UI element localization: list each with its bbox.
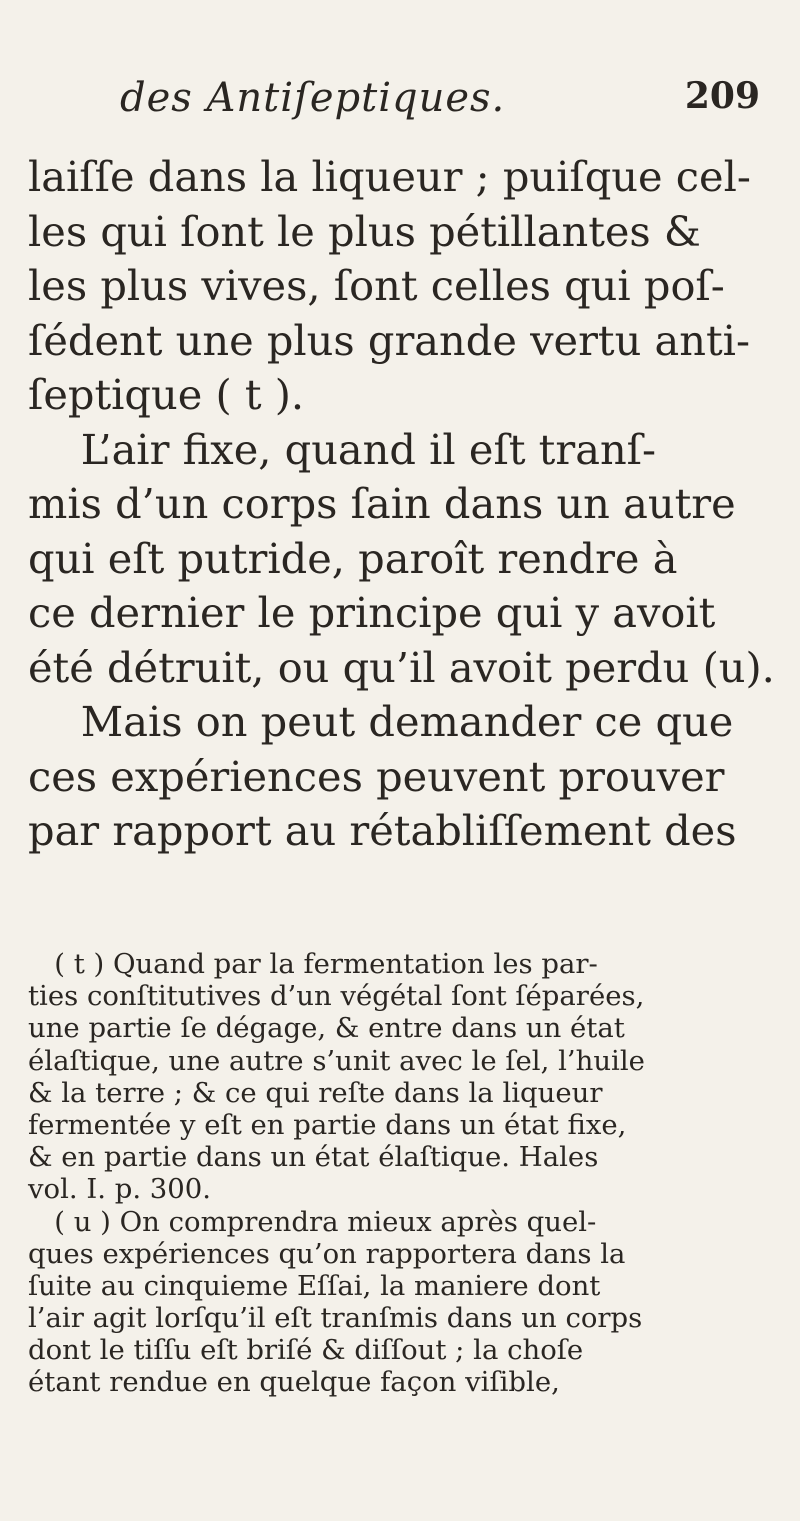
footnote-line: fermentée y eſt en partie dans un état fixe, bbox=[28, 1108, 627, 1141]
page-header bbox=[120, 75, 760, 135]
page-number: 209 bbox=[684, 75, 760, 117]
footnote-line: ties conſtitutives d’un végétal ſont ſéparées, bbox=[28, 980, 645, 1013]
footnote-line: ques expériences qu’on rapportera dans la bbox=[28, 1237, 626, 1270]
text-line: L’air fixe, quand il eſt tranſ- bbox=[28, 424, 657, 474]
text-line: les plus vives, ſont celles qui poſ- bbox=[28, 261, 725, 310]
text-line: ſédent une plus grande vertu anti- bbox=[28, 315, 750, 365]
text-line: ſeptique ( t ). bbox=[28, 370, 305, 419]
text-line: été détruit, ou qu’il avoit perdu (u). bbox=[28, 642, 775, 692]
text-line: les qui ſont le plus pétillantes & bbox=[28, 206, 701, 256]
text-line: ces expériences peuvent prouver bbox=[28, 751, 725, 801]
footnote-line: & la terre ; & ce qui reſte dans la liqueur bbox=[28, 1076, 603, 1109]
running-title: des Antiſeptiques. bbox=[120, 75, 506, 121]
footnote-line: & en partie dans un état élaſtique. Hales bbox=[28, 1141, 599, 1174]
footnote-line: ( u ) On comprendra mieux après quel- bbox=[28, 1205, 597, 1238]
footnote-line: élaſtique, une autre s’unit avec le ſel, l’huile bbox=[28, 1044, 645, 1077]
footnote-line: une partie ſe dégage, & entre dans un état bbox=[28, 1012, 625, 1045]
main-text bbox=[28, 150, 788, 859]
footnote-line: vol. I. p. 300. bbox=[28, 1173, 212, 1206]
footnote-line: ſuite au cinquieme Eſſai, la maniere dont bbox=[28, 1269, 601, 1302]
text-line: mis d’un corps ſain dans un autre bbox=[28, 479, 736, 528]
text-line: qui eſt putride, paroît rendre à bbox=[28, 533, 678, 583]
footnotes bbox=[28, 948, 788, 1399]
footnote-line: dont le tiſſu eſt briſé & diſſout ; la choſe bbox=[28, 1334, 584, 1367]
text-line: Mais on peut demander ce que bbox=[28, 697, 734, 746]
text-line: par rapport au rétabliſſement des bbox=[28, 806, 737, 855]
text-line: laiſſe dans la liqueur ; puiſque cel- bbox=[28, 152, 751, 201]
footnote-line: étant rendue en quelque façon viſible, bbox=[28, 1366, 560, 1399]
footnote-line: l’air agit lorſqu’il eſt tranſmis dans un corps bbox=[28, 1302, 643, 1335]
text-line: ce dernier le principe qui y avoit bbox=[28, 588, 716, 637]
footnote-line: ( t ) Quand par la fermentation les par- bbox=[28, 948, 598, 980]
